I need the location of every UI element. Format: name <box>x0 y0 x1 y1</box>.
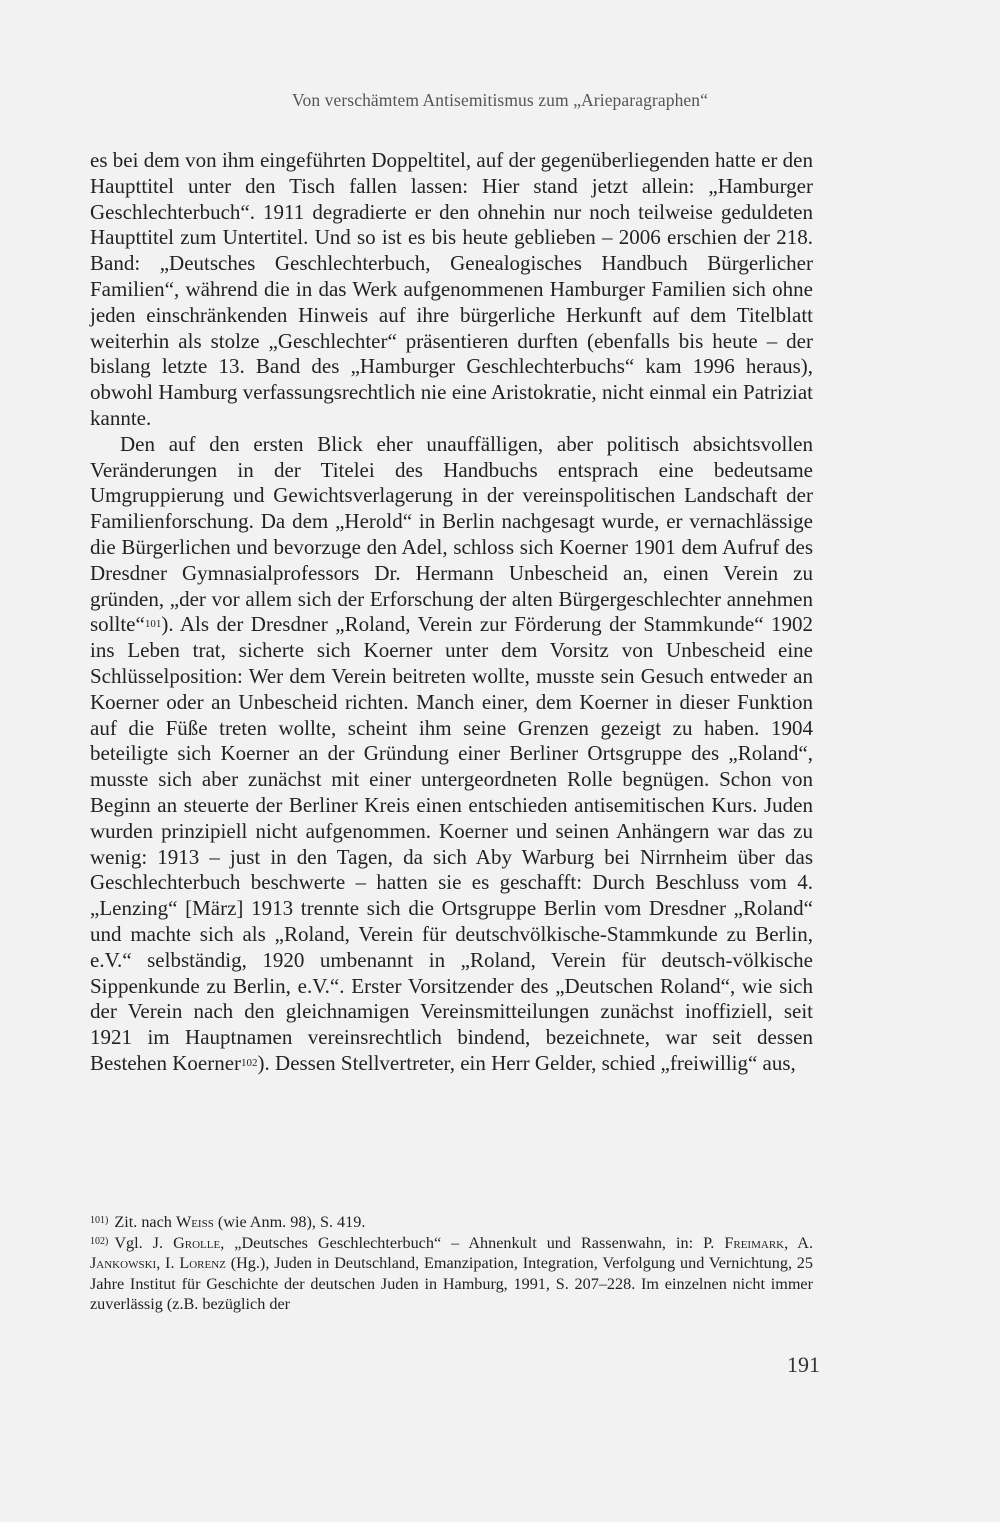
footnote-102-text-c: , A. <box>784 1233 814 1252</box>
footnote-101-text-b: (wie Anm. 98), S. 419. <box>213 1213 366 1231</box>
footnote-102-author-3: Jankowski <box>90 1254 157 1273</box>
footnote-102-text-b: , „Deutsches Geschlechterbuch“ – Ahnenkult und Rassenwahn, in: P. <box>220 1233 725 1252</box>
paragraph-2-text-c: ). Dessen Stellvertreter, ein Herr Gelder, schied „freiwillig“ aus, <box>257 1050 796 1075</box>
paragraph-2 <box>90 432 813 1077</box>
footnote-101-mark: 101) <box>90 1215 109 1226</box>
footnote-101-text-a: Zit. nach <box>114 1213 176 1231</box>
footnote-101-author: Weiss <box>175 1213 214 1231</box>
footnotes <box>90 1212 813 1315</box>
footnote-102-author-1: Grolle <box>173 1233 221 1252</box>
body-text <box>90 148 813 1077</box>
footnote-102-author-2: Freimark <box>724 1233 785 1252</box>
footnote-102 <box>90 1233 813 1315</box>
footnote-reference-101: 101 <box>144 618 162 631</box>
page-number: 191 <box>787 1352 820 1377</box>
paragraph-2-text-b: ). Als der Dresdner „Roland, Verein zur Förderung der Stammkunde“ 1902 ins Leben trat, sicherte sich Koerner unter dem Vorsitz von Unbescheid eine Schlüsselposition: Wer dem Verein beitreten wollte, musste sein Gesuch entweder an Koerner oder an Unbescheid richten. Manch einer, dem Koerner in dieser Funktion auf die Füße treten wollte, scheint ihm seine Grenzen gezeigt zu haben. 1904 beteiligte sich Koerner an der Gründung einer Berliner Ortsgruppe des „Roland“, musste sich aber zunächst mit einer untergeordneten Rolle begnügen. Schon von Beginn an steuerte der Berliner Kreis einen entschieden antisemitischen Kurs. Juden wurden prinzipiell nicht aufgenommen. Koerner und seinen Anhängern war das zu wenig: 1913 – just in den Tagen, da sich Aby Warburg bei Nirrnheim über das Geschlechterbuch beschwerte – hatten sie es geschafft: Durch Beschluss vom 4. „Lenzing“ [März] 1913 trennte sich die Ortsgruppe Berlin vom Dresdner „Roland“ und machte sich als „Roland, Verein für deutschvölkische-Stammkunde zu Berlin, e.V.“ selbständig, 1920 umbenannt in „Roland, Verein für deutsch-völkische Sippenkunde zu Berlin, e.V.“. Erster Vorsitzender des „Deutschen Roland“, wie sich der Verein nach den gleichnamigen Vereinsmitteilungen zunächst inoffiziell, seit 1921 im Hauptnamen vereinsrechtlich bindend, bezeichnete, war seit dessen Bestehen Koerner <box>90 612 813 1075</box>
footnote-102-text-a: Vgl. J. <box>114 1233 174 1252</box>
footnote-101 <box>90 1212 813 1233</box>
footnote-reference-102: 102 <box>241 1056 258 1069</box>
paragraph-2-text-a: Den auf den ersten Blick eher unauffälligen, aber politisch absichtsvollen Veränderungen in der Titelei des Handbuchs entsprach eine bedeutsame Umgruppierung und Gewichtsverlagerung in der vereinspolitischen Landschaft der Familienforschung. Da dem „Herold“ in Berlin nachgesagt wurde, er vernachlässige die Bürgerlichen und bevorzuge den Adel, schloss sich Koerner 1901 dem Aufruf des Dresdner Gymnasialprofessors Dr. Hermann Unbescheid an, einen Verein zu gründen, „der vor allem sich der Erforschung der alten Bürgergeschlechter annehmen sollte“ <box>90 431 813 637</box>
running-header: Von verschämtem Antisemitismus zum „Arieparagraphen“ <box>291 90 708 110</box>
paragraph-1: es bei dem von ihm eingeführten Doppeltitel, auf der gegenüberliegenden hatte er den Haupttitel unter den Tisch fallen lassen: Hier stand jetzt allein: „Hamburger Geschlechterbuch“. 1911 degradierte er den ohnehin nur noch teilweise geduldeten Haupttitel zum Untertitel. Und so ist es bis heute geblieben – 2006 erschien der 218. Band: „Deutsches Geschlechterbuch, Genealogisches Handbuch Bürgerlicher Familien“, während die in das Werk aufgenommenen Hamburger Familien sich ohne jeden einschränkenden Hinweis auf ihre bürgerliche Herkunft auf dem Titelblatt weiterhin als stolze „Geschlechter“ präsentieren durften (ebenfalls bis heute – der bislang letzte 13. Band des „Hamburger Geschlechterbuchs“ kam 1996 heraus), obwohl Hamburg verfassungsrechtlich nie eine Aristokratie, nicht einmal ein Patriziat kannte. <box>90 148 813 430</box>
footnote-102-mark: 102) <box>90 1235 109 1247</box>
footnote-102-text-e: (Hg.), Juden in Deutschland, Emanzipation, Integration, Verfolgung und Vernichtung, 25 Jahre Institut für Geschichte der deutschen Juden in Hamburg, 1991, S. 207–228. Im einzelnen nicht immer zuverlässig (z.B. bezüglich der <box>90 1254 813 1314</box>
footnote-102-author-4: Lorenz <box>179 1254 226 1273</box>
footnote-102-text-d: , I. <box>156 1254 180 1273</box>
